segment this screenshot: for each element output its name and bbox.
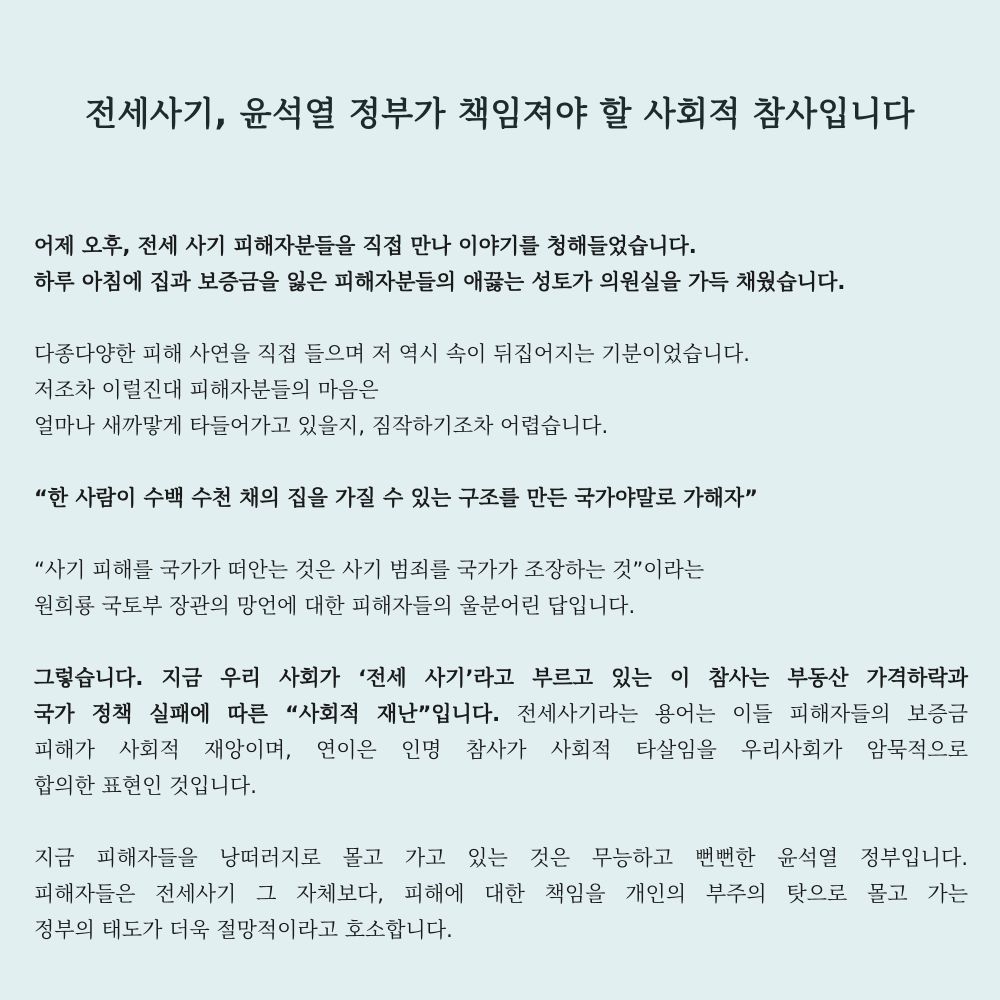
emphasis-text: 국가 정책 실패에 따른 “사회적 재난”입니다. bbox=[34, 702, 501, 726]
paragraph-intro bbox=[34, 228, 968, 300]
paragraph-line: 어제 오후, 전세 사기 피해자분들을 직접 만나 이야기를 청해들었습니다. bbox=[34, 234, 697, 258]
statement-body bbox=[34, 228, 968, 984]
paragraph-minister-remark bbox=[34, 552, 968, 624]
paragraph-line: 하루 아침에 집과 보증금을 잃은 피해자분들의 애끓는 성토가 의원실을 가득 채웠습니다. bbox=[34, 270, 846, 294]
paragraph-line: 지금 피해자들을 낭떠러지로 몰고 가고 있는 것은 무능하고 뻔뻔한 윤석열 정부입니다. bbox=[34, 846, 968, 870]
paragraph-quote bbox=[34, 480, 968, 516]
paragraph-line: 얼마나 새까맣게 타들어가고 있을지, 짐작하기조차 어렵습니다. bbox=[34, 414, 609, 438]
paragraph-line: 피해자들은 전세사기 그 자체보다, 피해에 대한 책임을 개인의 부주의 탓으로 몰고 가는 bbox=[34, 882, 968, 906]
paragraph-line: 다종다양한 피해 사연을 직접 들으며 저 역시 속이 뒤집어지는 기분이었습니다. bbox=[34, 342, 750, 366]
paragraph-government bbox=[34, 840, 968, 948]
page-title: 전세사기, 윤석열 정부가 책임져야 할 사회적 참사입니다 bbox=[85, 94, 915, 133]
paragraph-feeling bbox=[34, 336, 968, 444]
paragraph-line: “사기 피해를 국가가 떠안는 것은 사기 범죄를 국가가 조장하는 것”이라는 bbox=[34, 558, 705, 582]
paragraph-line: 원희룡 국토부 장관의 망언에 대한 피해자들의 울분어린 답입니다. bbox=[34, 594, 636, 618]
paragraph-line: 피해가 사회적 재앙이며, 연이은 인명 참사가 사회적 타살임을 우리사회가 암묵적으로 bbox=[34, 738, 968, 762]
paragraph-line: 그렇습니다. 지금 우리 사회가 ‘전세 사기’라고 부르고 있는 이 참사는 부동산 가격하락과 bbox=[34, 666, 968, 690]
paragraph-line: 합의한 표현인 것입니다. bbox=[34, 774, 257, 798]
paragraph-line bbox=[34, 696, 968, 732]
paragraph-line: 정부의 태도가 더욱 절망적이라고 호소합니다. bbox=[34, 918, 453, 942]
paragraph-text: 전세사기라는 용어는 이들 피해자들의 보증금 bbox=[500, 702, 968, 726]
quote-line: “한 사람이 수백 수천 채의 집을 가질 수 있는 구조를 만든 국가야말로 가해자” bbox=[34, 486, 758, 510]
paragraph-social-disaster bbox=[34, 660, 968, 804]
paragraph-line: 저조차 이럴진대 피해자분들의 마음은 bbox=[34, 378, 379, 402]
